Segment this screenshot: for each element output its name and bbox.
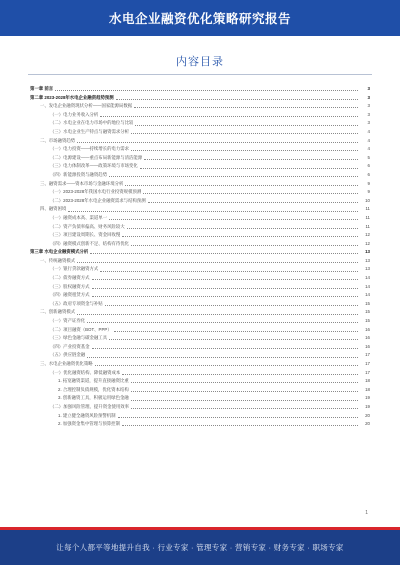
- toc-entry[interactable]: [30, 223, 370, 232]
- toc-leader-dots: [100, 271, 358, 272]
- toc-entry-title: 四、融资困境: [40, 206, 67, 212]
- toc-entry[interactable]: [30, 412, 370, 421]
- toc-entry[interactable]: [30, 343, 370, 352]
- report-title: 水电企业融资优化策略研究报告: [108, 11, 291, 26]
- toc-leader-dots: [77, 314, 358, 315]
- toc-leader-dots: [109, 176, 358, 177]
- toc-leader-dots: [92, 279, 358, 280]
- toc-leader-dots: [77, 262, 358, 263]
- toc-entry-page: 11: [365, 223, 370, 229]
- toc-entry-page: 16: [365, 335, 370, 341]
- toc-leader-dots: [68, 211, 358, 212]
- toc-leader-dots: [55, 90, 358, 91]
- toc-entry[interactable]: [30, 377, 370, 386]
- toc-entry-page: 20: [365, 412, 370, 418]
- toc-entry-title: 2. 加强资金集中管理与预算控制: [58, 421, 120, 427]
- toc-entry-page: 14: [365, 275, 370, 281]
- toc-entry-title: （三）电力体制改革——政策环境与市场变化: [50, 163, 138, 169]
- toc-entry-page: 19: [365, 395, 370, 401]
- toc-entry-page: 10: [365, 197, 370, 203]
- toc-entry[interactable]: [30, 403, 370, 412]
- toc-entry-title: （一）电力业务收入分析: [50, 111, 99, 117]
- toc-entry[interactable]: [30, 248, 370, 257]
- toc-leader-dots: [122, 425, 358, 426]
- toc-entry[interactable]: [30, 188, 370, 197]
- toc-entry[interactable]: [30, 369, 370, 378]
- toc-entry-title: （二）水电企业在电力市场中的地位与比较: [50, 120, 134, 126]
- toc-entry[interactable]: [30, 171, 370, 180]
- toc-entry-page: 6: [367, 163, 370, 169]
- toc-entry-title: （三）绿色金融与碳金融工具: [50, 335, 108, 341]
- toc-page: [28, 38, 372, 520]
- toc-leader-dots: [143, 193, 358, 194]
- toc-leader-dots: [131, 150, 358, 151]
- toc-leader-dots: [131, 400, 358, 401]
- toc-leader-dots: [122, 374, 358, 375]
- toc-entry-page: 20: [365, 421, 370, 427]
- toc-entry-page: 17: [365, 361, 370, 366]
- toc-entry-page: 14: [365, 292, 370, 298]
- toc-leader-dots: [87, 322, 358, 323]
- toc-leader-dots: [92, 296, 358, 297]
- toc-entry-page: 16: [365, 343, 370, 349]
- toc-entry-page: 3: [367, 103, 370, 109]
- toc-leader-dots: [87, 357, 358, 358]
- toc-entry-title: 二、市场融资趋势: [40, 137, 76, 143]
- toc-entry[interactable]: [30, 420, 370, 429]
- toc-entry-page: 19: [365, 403, 370, 409]
- toc-leader-dots: [135, 125, 358, 126]
- toc-entry-page: 9: [367, 180, 370, 186]
- toc-leader-dots: [92, 348, 358, 349]
- toc-leader-dots: [90, 253, 358, 254]
- toc-entry[interactable]: [30, 111, 370, 120]
- toc-entry-page: 3: [367, 86, 370, 91]
- toc-entry-title: （一）银行贷款融资方式: [50, 266, 99, 272]
- toc-entry[interactable]: [30, 300, 370, 309]
- toc-entry-page: 11: [365, 206, 370, 212]
- toc-entry[interactable]: [30, 128, 370, 137]
- toc-entry-title: （三）水电企业生产特点与融资需求分析: [50, 128, 130, 134]
- toc-entry-title: 第一章 前言: [30, 86, 54, 91]
- toc-entry[interactable]: [30, 274, 370, 283]
- toc-entry-title: （五）政府专项资金与补贴: [50, 300, 103, 306]
- toc-leader-dots: [100, 116, 358, 117]
- toc-leader-dots: [131, 245, 358, 246]
- toc-entry-page: 4: [367, 128, 370, 134]
- toc-leader-dots: [105, 305, 358, 306]
- toc-entry[interactable]: [30, 394, 370, 403]
- toc-entry-page: 17: [365, 369, 370, 375]
- toc-entry-page: 15: [365, 300, 370, 306]
- toc-entry-title: 1. 拓宽融资渠道，提升直接融资比重: [58, 378, 129, 384]
- toc-leader-dots: [95, 365, 358, 366]
- toc-leader-dots: [116, 99, 358, 100]
- toc-entry-page: 12: [365, 240, 370, 246]
- toc-entry-title: 第二章 2023-2028年水电企业融资趋势预测: [30, 94, 114, 100]
- toc-entry-title: （四）新能源投资与融资趋势: [50, 171, 108, 177]
- toc-entry-title: （四）产业投资基金: [50, 343, 90, 349]
- footer-slogan: 让每个人都平等地提升自我 · 行业专家 · 管理专家 · 营销专家 · 财务专家 · 职场专家: [56, 543, 344, 552]
- report-header-bar: [0, 0, 400, 36]
- toc-entry-page: 9: [367, 189, 370, 195]
- toc-entry-page: 18: [365, 378, 370, 384]
- toc-entry[interactable]: [30, 308, 370, 317]
- toc-entry-title: （三）项目建设周期长、资金回收慢: [50, 232, 121, 238]
- toc-leader-dots: [109, 219, 358, 220]
- toc-entry-title: （一）2023-2028年我国水电行业投资规模预测: [50, 189, 142, 195]
- toc-leader-dots: [92, 288, 358, 289]
- toc-leader-dots: [144, 159, 358, 160]
- toc-entry[interactable]: [30, 283, 370, 292]
- toc-entry-title: （一）优化融资结构、降低融资成本: [50, 369, 121, 375]
- toc-leader-dots: [77, 142, 358, 143]
- toc-entry-title: （二）资产负债率偏高、财务风险较大: [50, 223, 125, 229]
- toc-entry-title: 一、发电企业融资现状分析——国家能源局数据: [40, 103, 133, 109]
- toc-heading: 内容目录: [176, 55, 224, 68]
- footer-accent-stripe: [0, 527, 400, 530]
- toc-entry[interactable]: [30, 94, 370, 103]
- toc-entry-title: （四）融资模式创新不足、结构有待优化: [50, 240, 130, 246]
- toc-entry[interactable]: [30, 119, 370, 128]
- toc-entry-title: （二）电源建设——重点布局新能源与清洁能源: [50, 154, 143, 160]
- toc-entry-title: 1. 建立健全融资风险预警机制: [58, 412, 116, 418]
- toc-leader-dots: [109, 339, 358, 340]
- toc-leader-dots: [131, 382, 358, 383]
- toc-entry-page: 13: [365, 257, 370, 263]
- toc-leader-dots: [131, 391, 358, 392]
- toc-entry[interactable]: [30, 85, 370, 94]
- toc-entry-page: 14: [365, 283, 370, 289]
- toc-entry-title: （一）电力投资——持续增长的电力需求: [50, 146, 130, 152]
- toc-entry-page: 17: [365, 352, 370, 358]
- page-number: 1: [365, 510, 368, 516]
- toc-leader-dots: [148, 202, 358, 203]
- toc-entry-title: 第三章 水电企业融资模式分析: [30, 249, 89, 255]
- toc-entry-title: （二）2023-2028年水电企业融资需求与结构预测: [50, 197, 146, 203]
- toc-entry-page: 15: [365, 318, 370, 324]
- toc-entry[interactable]: [30, 257, 370, 266]
- toc-entry-title: 3. 创新融资工具，积极运用绿色金融: [58, 395, 129, 401]
- toc-entry-page: 13: [365, 266, 370, 272]
- toc-entry[interactable]: [30, 137, 370, 146]
- toc-entry[interactable]: [30, 317, 370, 326]
- toc-entry-title: （二）债券融资方式: [50, 275, 90, 281]
- toc-entry[interactable]: [30, 360, 370, 369]
- toc-entry-title: （二）加强风险管理、提升资金使用效率: [50, 403, 130, 409]
- toc-leader-dots: [118, 417, 358, 418]
- toc-entry[interactable]: [30, 162, 370, 171]
- toc-entry-title: 三、融资需求——资本市场与金融环境分析: [40, 180, 124, 186]
- toc-entry-page: 13: [365, 249, 370, 255]
- toc-entry-page: 3: [367, 120, 370, 126]
- toc-entry[interactable]: [30, 214, 370, 223]
- toc-leader-dots: [114, 331, 358, 332]
- toc-entry[interactable]: [30, 145, 370, 154]
- toc-entry[interactable]: [30, 351, 370, 360]
- toc-entry-page: 5: [367, 154, 370, 160]
- table-of-contents: [30, 85, 370, 429]
- toc-entry-title: （三）股权融资方式: [50, 283, 90, 289]
- toc-entry-page: 16: [365, 326, 370, 332]
- toc-entry-title: （一）资产证券化: [50, 318, 86, 324]
- toc-entry-page: 18: [365, 386, 370, 392]
- toc-divider: [28, 74, 372, 75]
- toc-entry-title: （一）融资成本高、渠道单一: [50, 214, 108, 220]
- toc-entry[interactable]: [30, 231, 370, 240]
- toc-entry-page: 15: [365, 309, 370, 315]
- toc-leader-dots: [125, 185, 358, 186]
- toc-entry[interactable]: [30, 180, 370, 189]
- toc-entry[interactable]: [30, 326, 370, 335]
- toc-leader-dots: [134, 107, 358, 108]
- toc-entry-title: 三、水电企业融资优化策略: [40, 361, 93, 366]
- toc-entry-page: 4: [367, 137, 370, 143]
- toc-entry-page: 11: [365, 214, 370, 220]
- toc-entry-page: 3: [367, 111, 370, 117]
- toc-entry-page: 6: [367, 171, 370, 177]
- toc-entry[interactable]: [30, 240, 370, 249]
- toc-entry-title: 一、传统融资模式: [40, 257, 76, 263]
- toc-entry[interactable]: [30, 205, 370, 214]
- toc-entry[interactable]: [30, 265, 370, 274]
- toc-entry[interactable]: [30, 197, 370, 206]
- toc-entry-page: 12: [365, 232, 370, 238]
- toc-entry-title: 二、创新融资模式: [40, 309, 76, 315]
- toc-entry-page: 3: [367, 94, 370, 100]
- toc-entry-title: 2. 合理控制负债规模，优化资本结构: [58, 386, 129, 392]
- toc-entry-title: （二）项目融资（BOT、PPP）: [50, 326, 112, 332]
- toc-entry[interactable]: [30, 291, 370, 300]
- toc-leader-dots: [122, 236, 358, 237]
- toc-entry[interactable]: [30, 334, 370, 343]
- toc-entry-title: （四）融资租赁方式: [50, 292, 90, 298]
- toc-leader-dots: [127, 228, 358, 229]
- toc-leader-dots: [131, 408, 358, 409]
- toc-entry-page: 4: [367, 146, 370, 152]
- toc-entry[interactable]: [30, 102, 370, 111]
- toc-entry[interactable]: [30, 154, 370, 163]
- toc-leader-dots: [131, 133, 358, 134]
- toc-entry[interactable]: [30, 386, 370, 395]
- toc-entry-title: （五）供应链金融: [50, 352, 86, 358]
- toc-leader-dots: [140, 168, 358, 169]
